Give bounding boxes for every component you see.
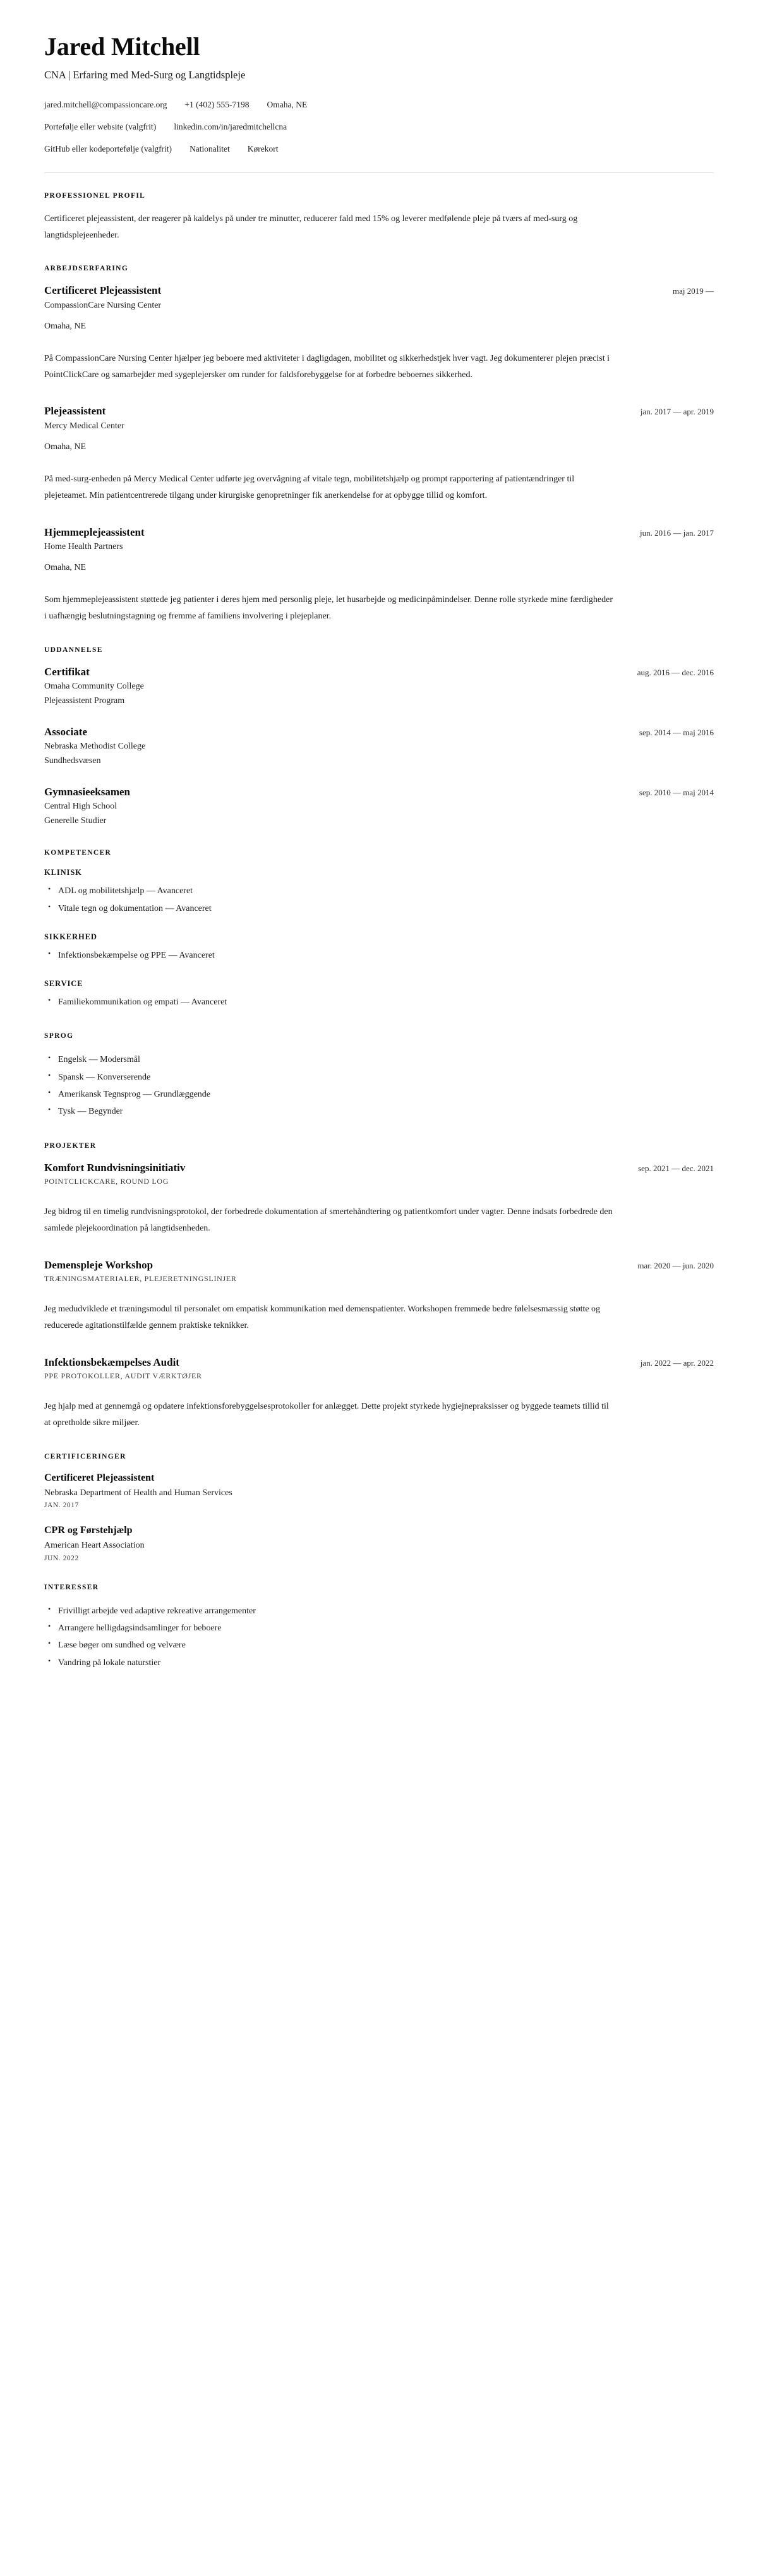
- job-title: Hjemmeplejeassistent: [44, 526, 145, 538]
- interest-item: • Læse bøger om sundhed og velvære: [58, 1637, 714, 1654]
- section-education: [44, 646, 714, 828]
- project-title: Komfort Rundvisningsinitiativ: [44, 1161, 186, 1174]
- certification-entry: [44, 1524, 714, 1562]
- language-item: • Spansk — Konverserende: [58, 1069, 714, 1086]
- experience-entry-head: [44, 284, 714, 297]
- education-entry-head: [44, 725, 714, 738]
- skill-group-service: [44, 979, 714, 1011]
- education-entry: [44, 785, 714, 828]
- job-date-range: jun. 2016 — jan. 2017: [640, 527, 714, 538]
- certification-date: JAN. 2017: [44, 1502, 79, 1510]
- interest-item: • Arrangere helligdagsindsamlinger for beboere: [58, 1620, 714, 1637]
- section-professional-profile: [44, 192, 714, 244]
- skill-list: [44, 947, 714, 964]
- linkedin-text: linkedin.com/in/jaredmitchellcna: [174, 121, 287, 131]
- project-date-range: sep. 2021 — dec. 2021: [638, 1163, 714, 1173]
- education-field: Sundhedsvæsen: [44, 756, 101, 766]
- education-school: Omaha Community College: [44, 681, 144, 691]
- project-entry: [44, 1356, 714, 1431]
- job-description: På CompassionCare Nursing Center hjælper jeg beboere med aktiviteter i dagligdagen, mobilitet og sikkerhedstjek hver vagt. Jeg dokumenterer plejen præcist i PointClickCare og samarbejder med sygeplejersker om runder for faldsforebyggelse for at forbedre beboernes sikkerhed.: [44, 353, 610, 380]
- job-company: CompassionCare Nursing Center: [44, 300, 162, 310]
- job-description: På med-surg-enheden på Mercy Medical Center udførte jeg overvågning af vitale tegn, mobilitetshjælp og prompt rapportering af patientændringer til plejeteamet. Min patientcentrerede tilgang under kirurgiske genopretninger fik anerkendelse for at opbygge tillid og komfort.: [44, 474, 575, 500]
- project-description: Jeg medudviklede et træningsmodul til personalet om empatisk kommunikation med demenspatienter. Workshopen fremmede bedre følelsesmæssig støtte og reducerede agitationstilfælde gennem praktiske teknikker.: [44, 1304, 601, 1330]
- certification-date: JUN. 2022: [44, 1554, 79, 1562]
- interest-list: [44, 1603, 714, 1671]
- experience-entry: [44, 526, 714, 625]
- experience-entry-head: [44, 404, 714, 418]
- header-divider: [44, 172, 714, 173]
- profile-text: Certificeret plejeassistent, der reagerer på kaldelys på under tre minutter, reducerer fald med 15% og leverer medfølende pleje på tværs af med-surg og langtidsplejeenheder.: [44, 214, 578, 240]
- education-degree: Associate: [44, 725, 87, 738]
- education-date-range: aug. 2016 — dec. 2016: [637, 667, 714, 677]
- project-title: Infektionsbekæmpelses Audit: [44, 1356, 179, 1368]
- skill-item: • Infektionsbekæmpelse og PPE — Avanceret: [58, 947, 714, 964]
- education-entry-head: [44, 785, 714, 798]
- portfolio-placeholder-text: Portefølje eller website (valgfrit): [44, 121, 157, 131]
- language-item: • Amerikansk Tegnsprog — Grundlæggende: [58, 1086, 714, 1103]
- section-title-certifications: CERTIFICERINGER: [44, 1452, 126, 1460]
- education-field: Plejeassistent Program: [44, 695, 125, 706]
- project-tools: PPE PROTOKOLLER, AUDIT VÆRKTØJER: [44, 1371, 202, 1380]
- education-entry: [44, 725, 714, 767]
- education-date-range: sep. 2010 — maj 2014: [639, 788, 714, 798]
- language-item: • Tysk — Begynder: [58, 1103, 714, 1120]
- education-date-range: sep. 2014 — maj 2016: [639, 727, 714, 737]
- project-entry-head: [44, 1258, 714, 1272]
- language-item: • Engelsk — Modersmål: [58, 1051, 714, 1068]
- job-title: Certificeret Plejeassistent: [44, 284, 162, 297]
- education-field: Generelle Studier: [44, 816, 107, 826]
- skill-item: • ADL og mobilitetshjælp — Avanceret: [58, 882, 714, 900]
- experience-entry: [44, 404, 714, 503]
- project-entry-head: [44, 1161, 714, 1174]
- section-certifications: [44, 1453, 714, 1562]
- project-entry: [44, 1258, 714, 1334]
- education-degree: Certifikat: [44, 665, 90, 678]
- skill-item: • Familiekommunikation og empati — Avanceret: [58, 994, 714, 1011]
- experience-entry: [44, 284, 714, 383]
- certification-entry: [44, 1472, 714, 1509]
- section-title-languages: SPROG: [44, 1032, 74, 1040]
- skill-item: • Vitale tegn og dokumentation — Avanceret: [58, 900, 714, 917]
- education-entry-head: [44, 665, 714, 678]
- skill-list: [44, 994, 714, 1011]
- job-location: Omaha, NE: [44, 442, 87, 452]
- job-date-range: maj 2019 —: [673, 286, 714, 296]
- certification-title: CPR og Førstehjælp: [44, 1525, 133, 1536]
- experience-entry-head: [44, 526, 714, 539]
- certification-issuer: American Heart Association: [44, 1541, 145, 1551]
- education-school: Central High School: [44, 802, 117, 812]
- page-title: Jared Mitchell: [44, 32, 200, 61]
- certification-issuer: Nebraska Department of Health and Human Services: [44, 1488, 232, 1498]
- section-title-projects: PROJEKTER: [44, 1141, 97, 1150]
- project-description: Jeg hjalp med at gennemgå og opdatere infektionsforebyggelsesprotokoller for anlægget. Dette projekt styrkede hygiejnepraksisser og byggede teamets tillid til at opretholde sikre miljøer.: [44, 1401, 609, 1428]
- resume-header: [44, 33, 714, 156]
- section-title-skills: KOMPETENCER: [44, 849, 112, 857]
- project-entry-head: [44, 1356, 714, 1369]
- headline-subtitle: CNA | Erfaring med Med-Surg og Langtidspleje: [44, 68, 246, 81]
- job-date-range: jan. 2017 — apr. 2019: [640, 407, 714, 417]
- certification-title: Certificeret Plejeassistent: [44, 1472, 155, 1483]
- project-description: Jeg bidrog til en timelig rundvisningsprotokol, der forbedrede dokumentation af smertehåndtering og patientkomfort under vagter. Denne indsats forbedrede den samlede plejekoordination på langtidsenheden.: [44, 1207, 613, 1233]
- job-company: Home Health Partners: [44, 541, 123, 551]
- location-text: Omaha, NE: [267, 99, 308, 109]
- section-skills: [44, 849, 714, 1011]
- skill-group-title: SERVICE: [44, 979, 83, 989]
- job-location: Omaha, NE: [44, 321, 87, 331]
- education-degree: Gymnasieeksamen: [44, 786, 130, 798]
- job-location: Omaha, NE: [44, 562, 87, 572]
- interest-item: • Frivilligt arbejde ved adaptive rekreative arrangementer: [58, 1603, 714, 1620]
- project-tools: POINTCLICKCARE, ROUND LOG: [44, 1176, 169, 1186]
- section-projects: [44, 1142, 714, 1431]
- job-company: Mercy Medical Center: [44, 421, 124, 431]
- skill-group-title: KLINISK: [44, 868, 82, 877]
- section-interests: [44, 1584, 714, 1671]
- language-list: [44, 1051, 714, 1120]
- section-title-interests: INTERESSER: [44, 1583, 99, 1591]
- github-placeholder-text: GitHub eller kodeportefølje (valgfrit): [44, 143, 172, 153]
- education-school: Nebraska Methodist College: [44, 742, 146, 752]
- phone-text: +1 (402) 555-7198: [184, 99, 250, 109]
- section-title-education: UDDANNELSE: [44, 646, 103, 654]
- drivers-license-text: Kørekort: [247, 143, 279, 153]
- job-description: Som hjemmeplejeassistent støttede jeg patienter i deres hjem med personlig pleje, let husarbejde og medicinpåmindelser. Denne rolle styrkede mine færdigheder i uafhængig beslutningstagning og fremme af familiens involvering i plejeplaner.: [44, 594, 613, 621]
- project-date-range: mar. 2020 — jun. 2020: [637, 1260, 714, 1270]
- project-entry: [44, 1161, 714, 1237]
- section-languages: [44, 1032, 714, 1120]
- skill-list: [44, 882, 714, 917]
- project-title: Demenspleje Workshop: [44, 1258, 153, 1271]
- project-date-range: jan. 2022 — apr. 2022: [640, 1357, 714, 1368]
- skill-group-title: SIKKERHED: [44, 932, 97, 941]
- skill-group-clinical: [44, 868, 714, 917]
- email-text: jared.mitchell@compassioncare.org: [44, 99, 167, 109]
- interest-item: • Vandring på lokale naturstier: [58, 1654, 714, 1671]
- job-title: Plejeassistent: [44, 405, 106, 418]
- contact-line-2: [44, 121, 714, 134]
- project-tools: TRÆNINGSMATERIALER, PLEJERETNINGSLINJER: [44, 1273, 237, 1283]
- section-title-experience: ARBEJDSERFARING: [44, 265, 129, 273]
- nationality-text: Nationalitet: [190, 143, 230, 153]
- contact-line-1: [44, 99, 714, 112]
- skill-group-safety: [44, 932, 714, 964]
- contact-line-3: [44, 143, 714, 156]
- section-title-profile: PROFESSIONEL PROFIL: [44, 191, 146, 200]
- education-entry: [44, 665, 714, 707]
- section-experience: [44, 265, 714, 624]
